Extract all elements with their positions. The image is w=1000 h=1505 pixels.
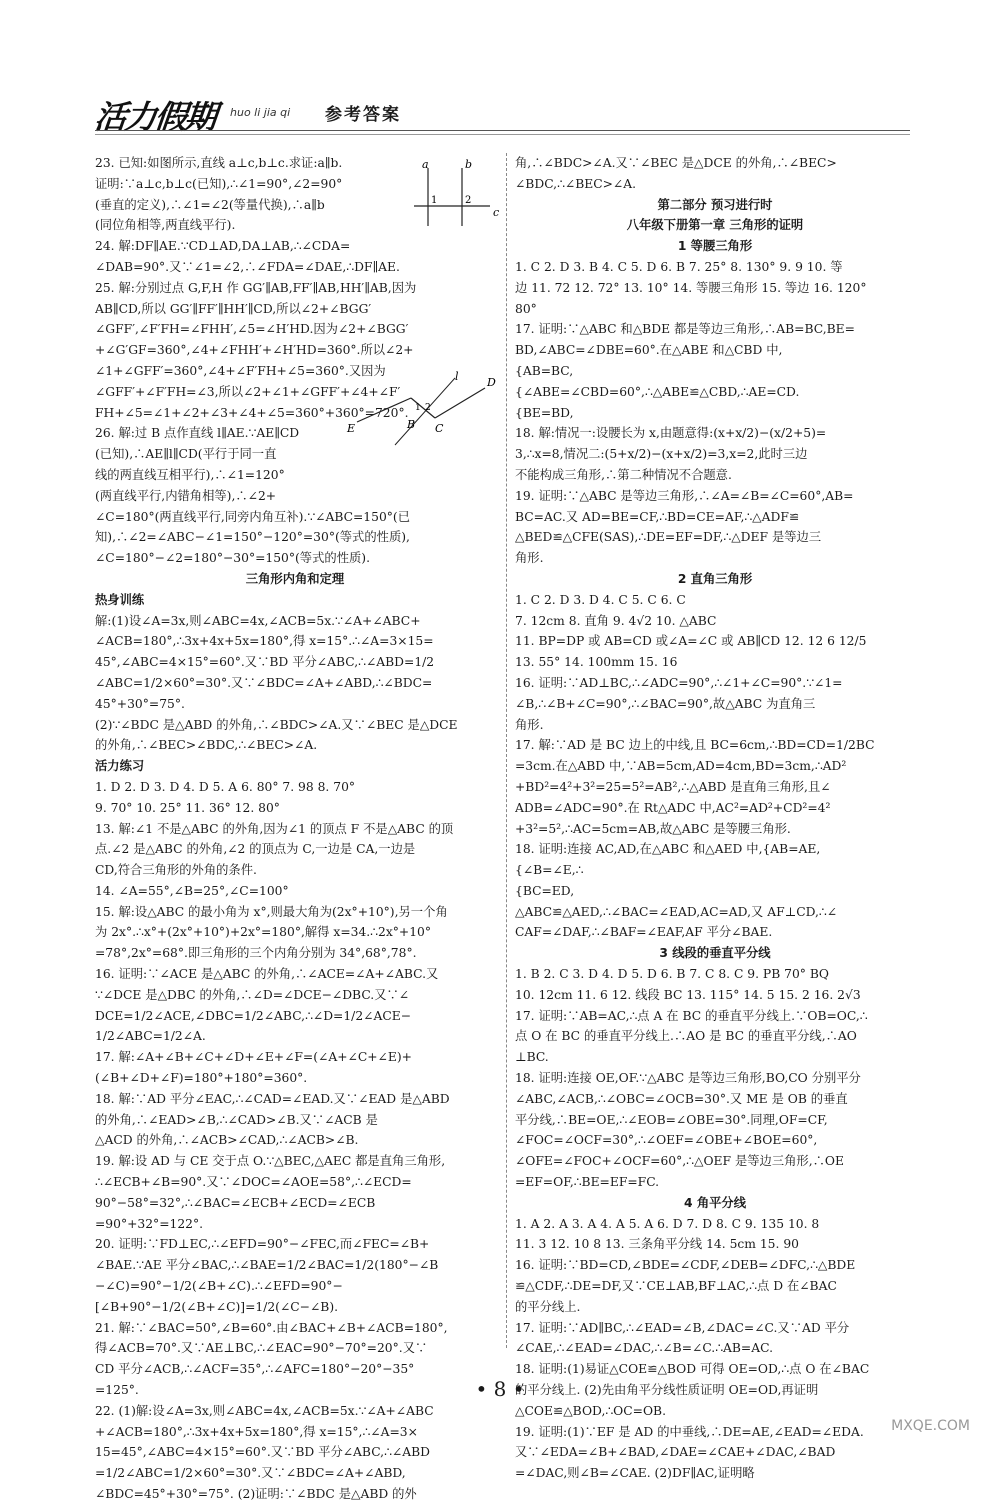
answer-line: (2)∵∠BDC 是△ABD 的外角,∴∠BDC>∠A.又∵∠BEC 是△DCE [95, 717, 458, 732]
answer-line: 角,∴∠BDC>∠A.又∵∠BEC 是△DCE 的外角,∴∠BEC> [515, 156, 837, 170]
answer-line: ∠ABC,∠ACB,∴∠OBC=∠OCB=30°.又 ME 是 OB 的垂直 [515, 1091, 848, 1106]
answer-line: CD,符合三角形的外角的条件. [95, 863, 257, 878]
answer-line: =∠DAC,则∠B=∠CAE. (2)DF∥AC,证明略 [515, 1466, 755, 1481]
answer-line: ∠ACB=180°,∴3x+4x+5x=180°,得 x=15°.∴∠A=3×15= [95, 634, 434, 649]
answer-line: =125°. [95, 1383, 139, 1398]
fig23-label: a [422, 158, 429, 171]
subsection-heading: 热身训练 [95, 592, 145, 607]
answer-line: (∠B+∠D+∠F)=180°+180°=360°. [95, 1071, 308, 1086]
answer-line: ∠FOC=∠OCF=30°,∴∠OEF=∠OBE+∠BOE=60°, [515, 1133, 818, 1148]
answer-line: =EF=OF,∴BE=EF=FC. [515, 1175, 660, 1190]
answer-line: 17. 解:∠A+∠B+∠C+∠D+∠E+∠F=(∠A+∠C+∠E)+ [95, 1050, 412, 1065]
answer-line: ⊥BC. [515, 1050, 549, 1065]
answer-line: ∠1+∠GFF′=360°,∠4+∠F′FH+∠5=360°.又因为 [95, 363, 386, 378]
answer-line: 17. 证明:∵AB=AC,∴点 A 在 BC 的垂直平分线上.∵OB=OC,∴ [515, 1008, 868, 1023]
answer-line: 知),∴∠2=∠ABC−∠1=150°−120°=30°(等式的性质), [95, 530, 410, 545]
answer-line: FH+∠5=∠1+∠2+∠3+∠4+∠5=360°+360°=720°. [95, 405, 409, 420]
page-number: • 8 • [475, 1377, 525, 1401]
answer-line: 平分线,∴BE=OE,∴∠EOB=∠OBE=30°.同理,OF=CF, [515, 1112, 828, 1127]
fig26-label: D [487, 376, 496, 389]
answer-line: 1. C 2. D 3. B 4. C 5. D 6. B 7. 25° 8. 130° 9. 9 10. 等 [515, 259, 843, 274]
answer-line: ∠BDC=45°+30°=75°. (2)证明:∵∠BDC 是△ABD 的外 [95, 1487, 417, 1501]
answer-line: ∠B,∴∠B+∠C=90°,∴∠BAC=90°,故△ABC 为直角三 [515, 696, 816, 711]
answer-line: 角形. [515, 717, 544, 732]
answer-line: ∠BAE.∵AE 平分∠BAC,∴∠BAE=1/2∠BAC=1/2(180°−∠B [95, 1258, 439, 1273]
answer-line: 线的两直线互相平行),∴∠1=120° [95, 467, 285, 482]
section-heading: 1 等腰三角形 [677, 239, 753, 254]
answer-line: 又∵∠EDA=∠B+∠BAD,∠DAE=∠CAE+∠DAC,∠BAD [515, 1445, 836, 1460]
answer-line: =90°+32°=122°. [95, 1216, 204, 1231]
answer-line: △COE≌△BOD,∴OC=OB. [515, 1403, 667, 1418]
answer-line: BC=AC.又 AD=BE=CF,∴BD=CE=AF,∴△ADF≌ [515, 509, 800, 524]
subsection-heading: 活力练习 [95, 759, 145, 774]
answer-line: 1. D 2. D 3. D 4. D 5. A 6. 80° 7. 98 8. 70° [95, 779, 356, 794]
answer-line: 19. 解:设 AD 与 CE 交于点 O.∵△BEC,△AEC 都是直角三角形, [95, 1154, 446, 1169]
answer-line: 10. 12cm 11. 6 12. 线段 BC 13. 115° 14. 5 15. 2 16. 2√3 [515, 987, 861, 1002]
answer-line: △ACD 的外角,∴∠ACB>∠CAD,∴∠ACB>∠B. [95, 1133, 359, 1148]
answer-line: +3²=5²,∴AC=5cm=AB,故△ABC 是等腰三角形. [515, 821, 791, 836]
book-logo: 活力假期 [92, 98, 217, 136]
answer-line: ∠C=180°−∠2=180°−30°=150°(等式的性质). [95, 551, 370, 566]
site-watermark: MXQE.COM [891, 1418, 970, 1434]
logo-pinyin: huo li jia qi [230, 106, 291, 119]
answer-line: (同位角相等,两直线平行). [95, 218, 236, 233]
answer-line: 19. 证明:(1)∵EF 是 AD 的中垂线,∴DE=AE,∠EAD=∠EDA. [515, 1424, 864, 1439]
answer-line: 18. 证明:连接 AC,AD,在△ABC 和△AED 中,{AB=AE, [515, 842, 821, 857]
fig26-label: 1 [415, 403, 421, 413]
answer-line: 边 11. 72 12. 72° 13. 10° 14. 等腰三角形 15. 等边 16. 120° [515, 280, 867, 295]
answer-line: 90°−58°=32°,∴∠BAC=∠ECB+∠ECD=∠ECB [95, 1195, 376, 1210]
answer-line: 的外角,∴∠BEC>∠BDC,∴∠BEC>∠A. [95, 738, 318, 753]
answer-line: 18. 证明:(1)易证△COE≌△BOD 可得 OE=OD,∴点 O 在∠BAC [515, 1362, 870, 1377]
answer-line: {∠B=∠E,∴ [515, 863, 584, 878]
answer-line: {∠ABE=∠CBD=60°,∴△ABE≌△CBD,∴AE=CD. [515, 384, 800, 399]
answer-line: 的平分线上. [515, 1299, 581, 1314]
answer-line: 18. 证明:连接 OE,OF.∵△ABC 是等边三角形,BO,CO 分别平分 [515, 1071, 861, 1086]
answer-line: DCE=1/2∠ACE,∠DBC=1/2∠ABC,∴∠D=1/2∠ACE− [95, 1008, 412, 1023]
answer-line: 80° [515, 301, 537, 316]
answer-line: ∠BDC,∴∠BEC>∠A. [515, 176, 637, 191]
answer-line: 26. 解:过 B 点作直线 l∥AE.∵AE∥CD [95, 426, 300, 441]
answer-line: ADB=∠ADC=90°.在 Rt△ADC 中,AC²=AD²+CD²=4² [515, 800, 831, 815]
fig26-label: B [407, 418, 416, 431]
answer-line: 16. 证明:∵BD=CD,∠BDE=∠CDF,∠DEB=∠DFC,∴△BDE [515, 1258, 856, 1273]
section-heading: 2 直角三角形 [677, 571, 753, 586]
answer-line: 的平分线上. (2)先由角平分线性质证明 OE=OD,再证明 [515, 1383, 819, 1398]
left-column [95, 153, 495, 1505]
answer-line: 15=45°,∠ABC=4×15°=60°.又∵BD 平分∠ABC,∴∠ABD [95, 1445, 430, 1460]
fig26-label: E [347, 422, 356, 435]
answer-line: 19. 证明:∵△ABC 是等边三角形,∴∠A=∠B=∠C=60°,AB= [515, 488, 854, 503]
answer-line: 11. BP=DP 或 AB=CD 或∠A=∠C 或 AB∥CD 12. 12 6 12/5 [515, 634, 867, 649]
answer-line: (垂直的定义),∴∠1=∠2(等量代换),∴a∥b [95, 197, 325, 212]
answer-line: ∠GFF′+∠F′FH=∠3,所以∠2+∠1+∠GFF′+∠4+∠F′ [95, 384, 401, 399]
answer-line: 13. 解:∠1 不是△ABC 的外角,因为∠1 的顶点 F 不是△ABC 的顶 [95, 821, 454, 836]
fig23-label: 1 [431, 195, 438, 206]
answer-line: (已知),∴AE∥l∥CD(平行于同一直 [95, 447, 277, 462]
answer-line: 23. 已知:如图所示,直线 a⊥c,b⊥c.求证:a∥b. [95, 156, 343, 170]
answer-line: 角形. [515, 551, 544, 566]
header-title: 参考答案 [325, 105, 401, 125]
answer-line: +∠ACB=180°,∴3x+4x+5x=180°,得 x=15°,∴∠A=3× [95, 1424, 418, 1439]
answer-line: {BC=ED, [515, 883, 575, 898]
answer-line: ∴∠ECB+∠B=90°.又∵∠DOC=∠AOE=58°,∴∠ECD= [95, 1175, 412, 1190]
answer-line: =3cm.在△ABD 中,∵AB=5cm,AD=4cm,BD=3cm,∴AD² [515, 759, 847, 774]
answer-line: (两直线平行,内错角相等),∴∠2+ [95, 488, 277, 503]
answer-line: =1/2∠ABC=1/2×60°=30°.又∵∠BDC=∠A+∠ABD, [95, 1466, 406, 1481]
answer-line: 15. 解:设△ABC 的最小角为 x°,则最大角为(2x°+10°),另一个角 [95, 904, 448, 919]
answer-line: CAF=∠DAF,∴∠BAF=∠EAF,AF 平分∠BAE. [515, 925, 773, 940]
answer-line: 1. A 2. A 3. A 4. A 5. A 6. D 7. D 8. C 9. 135 10. 8 [515, 1216, 820, 1231]
right-column [515, 153, 915, 1484]
section-heading: 三角形内角和定理 [245, 571, 345, 586]
answer-line: 11. 3 12. 10 8 13. 三条角平分线 14. 5cm 15. 90 [515, 1237, 799, 1252]
answer-line: 解:(1)设∠A=3x,则∠ABC=4x,∠ACB=5x.∵∠A+∠ABC+ [95, 613, 421, 628]
answer-line: 1/2∠ABC=1/2∠A. [95, 1029, 206, 1044]
answer-line: ∠CAE,∴∠EAD=∠DAC,∴∠B=∠C.∴AB=AC. [515, 1341, 773, 1356]
answer-line: 21. 解:∵∠BAC=50°,∠B=60°.由∠BAC+∠B+∠ACB=180°, [95, 1320, 448, 1335]
answer-line: 25. 解:分别过点 G,F,H 作 GG′∥AB,FF′∥AB,HH′∥AB,因为 [95, 280, 417, 295]
answer-line: CD 平分∠ACB,∴∠ACF=35°,∴∠AFC=180°−20°−35° [95, 1362, 415, 1377]
answer-line: 1. B 2. C 3. D 4. D 5. D 6. B 7. C 8. C 9. PB 70° BQ [515, 967, 829, 982]
answer-line: 点 O 在 BC 的垂直平分线上.∴AO 是 BC 的垂直平分线,∴AO [515, 1029, 857, 1044]
column-divider [506, 153, 507, 1348]
answer-line: ∠GFF′,∠F′FH=∠FHH′,∠5=∠H′HD.因为∠2+∠BGG′ [95, 322, 409, 337]
answer-line: 45°+30°=75°. [95, 696, 185, 711]
answer-line: 点.∠2 是△ABC 的外角,∠2 的顶点为 C,一边是 CA,一边是 [95, 842, 416, 857]
answer-line: 的外角,∴∠EAD>∠B,∴∠CAD>∠B.又∵∠ACB 是 [95, 1112, 378, 1127]
answer-line: 得∠ACB=70°.又∵AE⊥BC,∴∠EAC=90°−70°=20°.又∵ [95, 1341, 428, 1356]
answer-line: △ABC≌△AED,∴∠BAC=∠EAD,AC=AD,又 AF⊥CD,∴∠ [515, 904, 838, 919]
section-heading: 第二部分 预习进行时 [657, 197, 773, 212]
answer-line: 13. 55° 14. 100mm 15. 16 [515, 655, 678, 670]
answer-line: 20. 证明:∵FD⊥EC,∴∠EFD=90°−∠FEC,而∠FEC=∠B+ [95, 1237, 430, 1252]
answer-line: 16. 证明:∵∠ACE 是△ABC 的外角,∴∠ACE=∠A+∠ABC.又 [95, 967, 439, 982]
figure-23-parallel-lines [410, 158, 505, 228]
answer-line: {BE=BD, [515, 405, 574, 420]
answer-line: 14. ∠A=55°,∠B=25°,∠C=100° [95, 883, 289, 898]
answer-line: −∠C)=90°−1/2(∠B+∠C).∴∠EFD=90°− [95, 1279, 343, 1294]
section-heading: 4 角平分线 [683, 1195, 747, 1210]
header-rule [95, 130, 910, 131]
answer-line: 证明:∵a⊥c,b⊥c(已知),∴∠1=90°,∠2=90° [95, 176, 343, 191]
answer-line: △BED≌△CFE(SAS),∴DE=EF=DF,∴△DEF 是等边三 [515, 530, 822, 545]
section-heading: 3 线段的垂直平分线 [659, 946, 771, 961]
answer-line: =78°,2x°=68°.即三角形的三个内角分别为 34°,68°,78°. [95, 946, 417, 961]
section-heading: 八年级下册第一章 三角形的证明 [626, 218, 804, 233]
answer-line: 7. 12cm 8. 直角 9. 4√2 10. △ABC [515, 613, 717, 628]
answer-line: +BD²=4²+3²=25=5²=AB²,∴△ABD 是直角三角形,且∠ [515, 779, 831, 794]
answer-line: ∠ABC=1/2×60°=30°.又∵∠BDC=∠A+∠ABD,∴∠BDC= [95, 675, 433, 690]
answer-line: {AB=BC, [515, 363, 574, 378]
answer-line: 17. 证明:∵AD∥BC,∴∠EAD=∠B,∠DAC=∠C.又∵AD 平分 [515, 1320, 850, 1335]
answer-line: 不能构成三角形,∴第二种情况不合题意. [515, 467, 732, 482]
answer-line: 17. 证明:∵△ABC 和△BDE 都是等边三角形,∴AB=BC,BE= [515, 322, 855, 337]
fig26-label: l [455, 370, 459, 383]
answer-line: ∵∠DCE 是△DBC 的外角,∴∠D=∠DCE−∠DBC.又∵∠ [95, 987, 410, 1002]
answer-line: 9. 70° 10. 25° 11. 36° 12. 80° [95, 800, 280, 815]
answer-line: 18. 解:情况一:设腰长为 x,由题意得:(x+x/2)−(x/2+5)= [515, 426, 827, 441]
fig23-label: c [493, 206, 500, 219]
fig23-label: 2 [465, 195, 472, 206]
answer-line: +∠G′GF=360°,∠4+∠FHH′+∠H′HD=360°.所以∠2+ [95, 343, 414, 358]
answer-line: ≌△CDF,∴DE=DF,又∵CE⊥AB,BF⊥AC,∴点 D 在∠BAC [515, 1279, 837, 1294]
page-header [92, 92, 910, 136]
answer-line: 24. 解:DF∥AE.∵CD⊥AD,DA⊥AB,∴∠CDA= [95, 239, 351, 254]
answer-line: ∠OFE=∠FOC+∠OCF=60°,∴△OEF 是等边三角形,∴OE [515, 1154, 844, 1169]
fig26-label: 2 [425, 403, 431, 413]
answer-line: BD,∠ABC=∠DBE=60°.在△ABE 和△CBD 中, [515, 343, 783, 358]
answer-line: 为 2x°.∴x°+(2x°+10°)+2x°=180°,解得 x=34.∴2x°+10° [95, 925, 432, 940]
answer-line: ∠C=180°(两直线平行,同旁内角互补).∵∠ABC=150°(已 [95, 509, 411, 524]
answer-line: 3,∴x=8,情况二:(5+x/2)−(x+x/2)=3,x=2,此时三边 [515, 447, 808, 462]
answer-line: 16. 证明:∵AD⊥BC,∴∠ADC=90°,∴∠1+∠C=90°.∵∠1= [515, 675, 843, 690]
answer-line: 18. 解:∵AD 平分∠EAC,∴∠CAD=∠EAD.又∵∠EAD 是△ABD [95, 1091, 450, 1106]
header-rule-thin [95, 134, 910, 135]
answer-line: 45°,∠ABC=4×15°=60°.又∵BD 平分∠ABC,∴∠ABD=1/2 [95, 655, 435, 670]
fig26-label: C [435, 422, 444, 435]
answer-line: AB∥CD,所以 GG′∥FF′∥HH′∥CD,所以∠2+∠BGG′ [95, 301, 372, 316]
figure-26-zigzag [345, 370, 500, 460]
answer-line: 1. C 2. D 3. D 4. C 5. C 6. C [515, 592, 686, 607]
answer-line: 17. 解:∵AD 是 BC 边上的中线,且 BC=6cm,∴BD=CD=1/2BC [515, 738, 875, 753]
fig23-label: b [465, 158, 473, 171]
answer-line: [∠B+90°−1/2(∠B+∠C)]=1/2(∠C−∠B). [95, 1299, 339, 1314]
answer-line: 22. (1)解:设∠A=3x,则∠ABC=4x,∠ACB=5x.∵∠A+∠ABC [95, 1403, 434, 1418]
answer-line: ∠DAB=90°.又∵∠1=∠2,∴∠FDA=∠DAE,∴DF∥AE. [95, 259, 400, 274]
